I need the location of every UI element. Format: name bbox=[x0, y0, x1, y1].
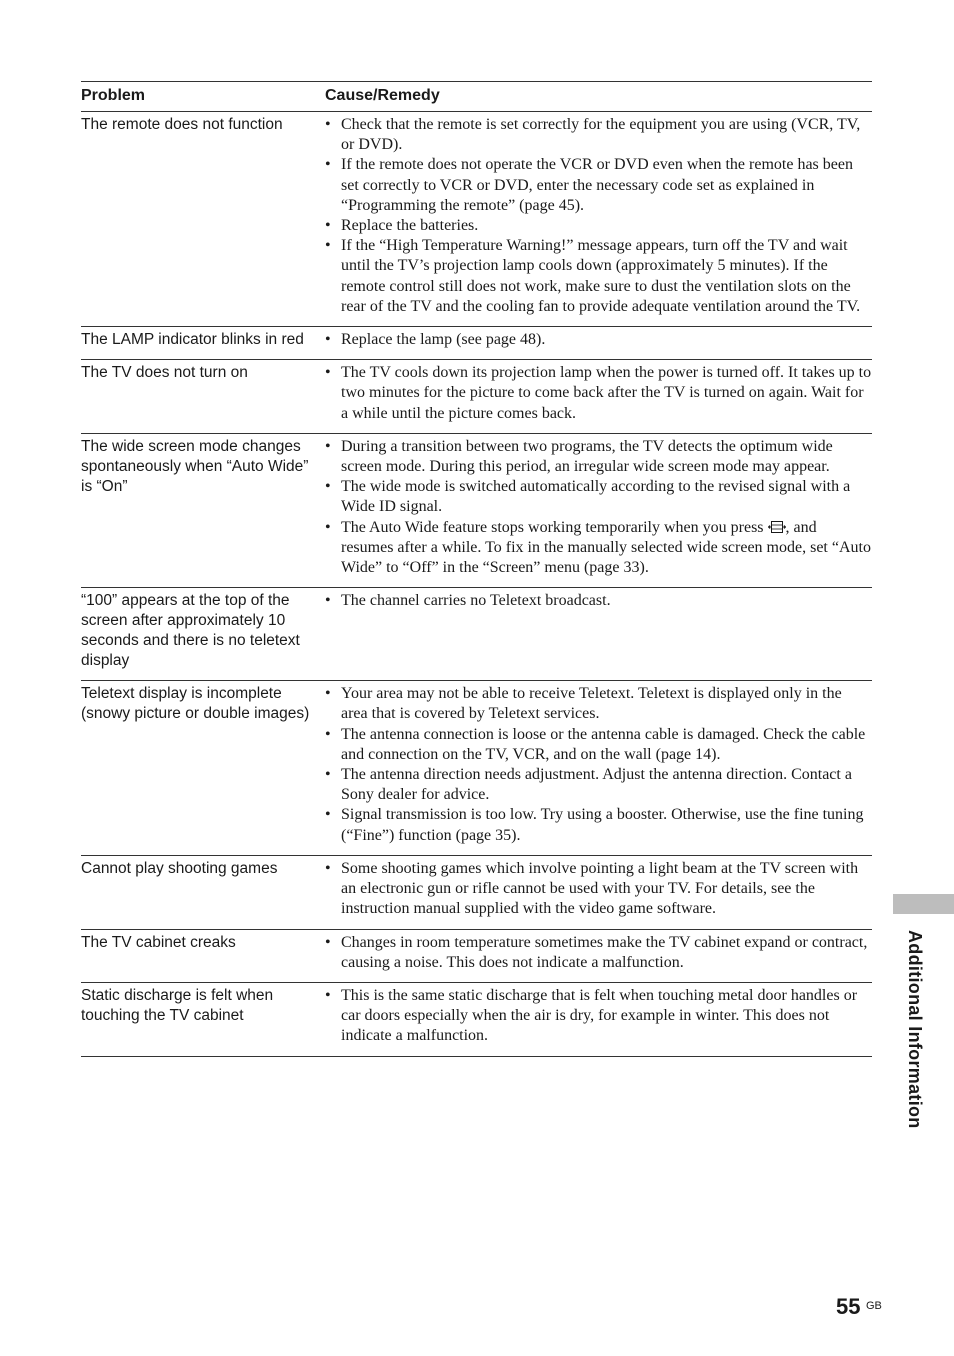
section-tab-marker bbox=[893, 894, 954, 914]
remedy-list bbox=[325, 591, 872, 611]
remedy-item: • This is the same static discharge that is felt when touching metal door handles or car doors especially when the air is dry, for example in winter. This does not indicate a malfunction. bbox=[325, 986, 872, 1047]
remedy-item: • Replace the batteries. bbox=[325, 216, 872, 236]
remedy-item: • If the remote does not operate the VCR or DVD even when the remote has been set correctly to VCR or DVD, enter the necessary code set as explained in “Programming the remote” (page 45). bbox=[325, 155, 872, 216]
table-row bbox=[81, 327, 872, 360]
remedy-item: • The antenna connection is loose or the antenna cable is damaged. Check the cable and connection on the TV, VCR, and on the wall (page 14). bbox=[325, 725, 872, 765]
remedy-cell bbox=[325, 929, 872, 982]
remedy-cell bbox=[325, 588, 872, 681]
remedy-cell bbox=[325, 681, 872, 856]
problem-cell: Static discharge is felt when touching the TV cabinet bbox=[81, 986, 274, 1024]
table-row bbox=[81, 929, 872, 982]
table-row bbox=[81, 681, 872, 856]
remedy-item: • The channel carries no Teletext broadcast. bbox=[325, 591, 872, 611]
remedy-cell bbox=[325, 112, 872, 327]
remedy-list bbox=[325, 859, 872, 920]
remedy-item: • Signal transmission is too low. Try using a booster. Otherwise, use the fine tuning (“Fine”) function (page 35). bbox=[325, 805, 872, 845]
header-problem: Problem bbox=[81, 82, 325, 112]
remedy-item: • The wide mode is switched automatically according to the revised signal with a Wide ID signal. bbox=[325, 477, 872, 517]
table-row bbox=[81, 855, 872, 929]
remedy-item: • During a transition between two programs, the TV detects the optimum wide screen mode. During this period, an irregular wide screen mode may appear. bbox=[325, 437, 872, 477]
remedy-item: • Your area may not be able to receive Teletext. Teletext is displayed only in the area that is covered by Teletext services. bbox=[325, 684, 872, 724]
remedy-text: , and resumes after a while. To fix in the manually selected wide screen mode, set “Auto Wide” to “Off” in the “Screen” menu (page 33). bbox=[341, 518, 871, 577]
problem-cell: Teletext display is incomplete (snowy picture or double images) bbox=[81, 685, 310, 723]
remedy-item: • The antenna direction needs adjustment. Adjust the antenna direction. Contact a Sony dealer for advice. bbox=[325, 765, 872, 805]
remedy-cell bbox=[325, 982, 872, 1056]
page-number-suffix: GB bbox=[866, 1300, 882, 1312]
problem-cell: The LAMP indicator blinks in red bbox=[81, 331, 304, 349]
remedy-list bbox=[325, 330, 872, 350]
table-header-row bbox=[81, 82, 872, 112]
problem-cell: The TV cabinet creaks bbox=[81, 933, 236, 951]
page-number: 55 bbox=[836, 1294, 861, 1319]
table-row bbox=[81, 588, 872, 681]
remedy-cell bbox=[325, 360, 872, 434]
table-body bbox=[81, 112, 872, 1057]
remedy-list bbox=[325, 986, 872, 1047]
remedy-cell bbox=[325, 433, 872, 587]
remedy-list bbox=[325, 115, 872, 317]
table-row bbox=[81, 360, 872, 434]
problem-cell: Cannot play shooting games bbox=[81, 859, 278, 877]
remedy-list bbox=[325, 933, 872, 973]
problem-cell: The remote does not function bbox=[81, 116, 283, 133]
table-row bbox=[81, 982, 872, 1056]
problem-cell: “100” appears at the top of the screen after approximately 10 seconds and there is no teletext display bbox=[81, 592, 300, 670]
remedy-item: • Replace the lamp (see page 48). bbox=[325, 330, 872, 350]
remedy-list bbox=[325, 363, 872, 424]
remedy-list bbox=[325, 684, 872, 846]
remedy-item: • The TV cools down its projection lamp when the power is turned off. It takes up to two minutes for the picture to come back after the TV is turned on again. Wait for a while until the picture comes back. bbox=[325, 363, 872, 424]
remedy-list bbox=[325, 437, 872, 578]
problem-cell: The TV does not turn on bbox=[81, 364, 248, 382]
table-row bbox=[81, 433, 872, 587]
table-row bbox=[81, 112, 872, 327]
wide-mode-icon bbox=[768, 519, 786, 531]
troubleshooting-table bbox=[81, 81, 872, 1057]
header-cause-remedy: Cause/Remedy bbox=[325, 82, 872, 112]
remedy-item: • Check that the remote is set correctly for the equipment you are using (VCR, TV, or DVD). bbox=[325, 115, 872, 155]
remedy-item: • Some shooting games which involve pointing a light beam at the TV screen with an electronic gun or rifle cannot be used with your TV. For details, see the instruction manual supplied with the video game software. bbox=[325, 859, 872, 920]
troubleshooting-table-container bbox=[81, 81, 872, 1057]
section-side-label: Additional Information bbox=[905, 930, 925, 1129]
remedy-cell bbox=[325, 855, 872, 929]
problem-cell: The wide screen mode changes spontaneously when “Auto Wide” is “On” bbox=[81, 437, 309, 495]
remedy-item bbox=[325, 518, 872, 579]
remedy-item: • If the “High Temperature Warning!” message appears, turn off the TV and wait until the TV’s projection lamp cools down (approximately 5 minutes). If the remote control still does not work, make sure to dust the ventilation slots on the rear of the TV and the cooling fan to provide adequate ventilation around the TV. bbox=[325, 236, 872, 317]
remedy-cell bbox=[325, 327, 872, 360]
remedy-item: • Changes in room temperature sometimes make the TV cabinet expand or contract, causing a noise. This does not indicate a malfunction. bbox=[325, 933, 872, 973]
remedy-text: The Auto Wide feature stops working temporarily when you press bbox=[341, 518, 768, 536]
